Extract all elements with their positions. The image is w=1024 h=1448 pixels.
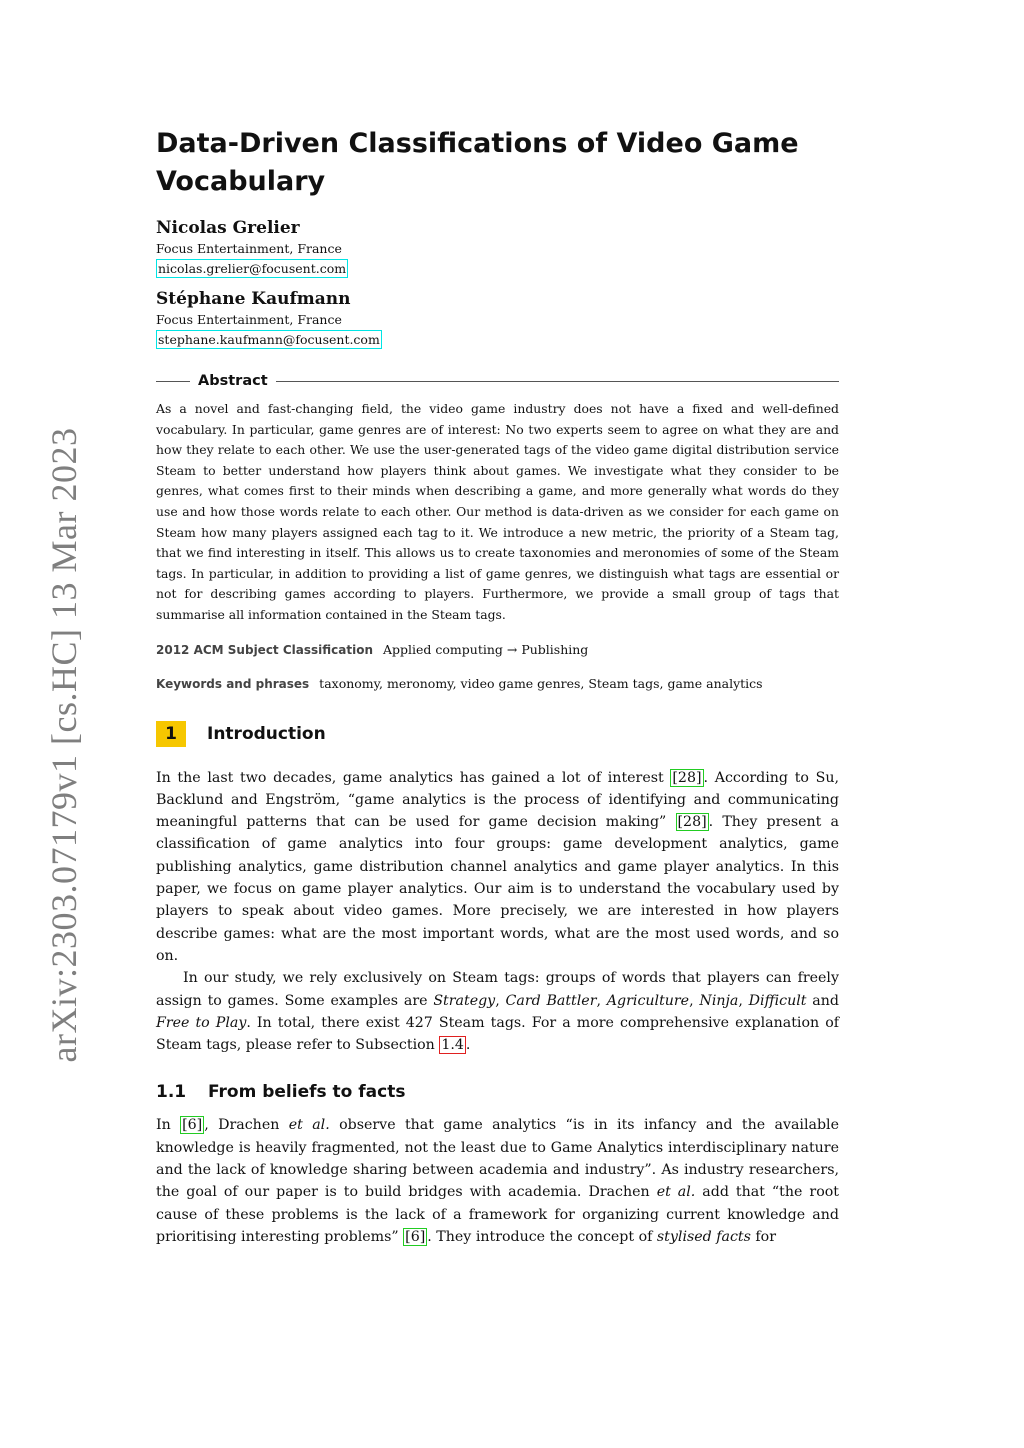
abstract-text: As a novel and fast-changing field, the video game industry does not have a fixed and well-defined vocabulary. In particular, game genres are of interest: No two experts seem to agree on what they are and how they relate to each other. We use the user-generated tags of the video game digital distribution service Steam to better understand how players think about games. We investigate what they consider to be genres, what comes first to their minds when describing a game, and more generally what words do they use and how those words relate to each other. Our method is data-driven as we consider for each game on Steam how many players assigned each tag to it. We introduce a new metric, the priority of a Steam tag, that we find interesting in itself. This allows us to create taxonomies and meronomies of some of the Steam tags. In particular, in addition to providing a list of game genres, we distinguish what tags are essential or not for describing games according to players. Furthermore, we provide a small group of tags that summarise all information contained in the Steam tags. <box>156 401 839 622</box>
italic-term: Strategy <box>433 992 496 1009</box>
text-run: . In total, there exist 427 Steam tags. For a more comprehensive explanation of Steam tags, please refer to Subsection <box>156 1014 839 1054</box>
text-run: add that “the root cause of these problems is the lack of a framework for organizing current knowledge and prioritising interesting problems” <box>156 1184 839 1245</box>
text-run: for <box>750 1228 776 1245</box>
rule-divider <box>156 381 190 382</box>
author-email-link[interactable]: stephane.kaufmann@focusent.com <box>158 332 380 347</box>
italic-term: Card Battler <box>505 992 597 1009</box>
text-run: , Drachen <box>204 1117 289 1134</box>
author-affiliation: Focus Entertainment, France <box>156 241 342 256</box>
citation-link[interactable]: [6] <box>182 1117 203 1134</box>
keywords-label: Keywords and phrases <box>156 676 310 691</box>
text-run: . <box>465 1037 471 1054</box>
section-heading <box>156 721 839 747</box>
arxiv-stamp: arXiv:2303.07179v1 [cs.HC] 13 Mar 2023 <box>44 427 84 1063</box>
citation-link[interactable]: [6] <box>405 1228 426 1245</box>
italic-term: et al. <box>288 1117 330 1134</box>
acm-classification <box>156 642 839 657</box>
author-block <box>156 288 839 349</box>
abstract-label: Abstract <box>198 373 268 389</box>
text-run: and <box>806 992 839 1009</box>
text-run: , <box>596 992 607 1009</box>
paragraph <box>156 967 839 1056</box>
subsection-number: 1.1 <box>156 1082 187 1103</box>
rule-divider <box>276 381 839 382</box>
text-run: observe that game analytics “is in its infancy and the available knowledge is heavily fragmented, not the least due to Game Analytics interdisciplinary nature and the lack of knowledge sharing between academia and industry”. As industry researchers, the goal of our paper is to build bridges with academia. Drachen <box>156 1117 839 1201</box>
text-run: In our study, we rely exclusively on Steam tags: groups of words that players can freely assign to games. Some examples are <box>156 970 839 1009</box>
italic-term: Agriculture <box>606 992 690 1009</box>
citation-link[interactable]: [28] <box>677 814 707 831</box>
author-name: Stéphane Kaufmann <box>156 289 351 309</box>
acm-value: Applied computing → Publishing <box>383 641 589 657</box>
subsection-title: From beliefs to facts <box>208 1082 406 1103</box>
subsection-link[interactable]: 1.4 <box>441 1037 464 1054</box>
italic-term: stylised facts <box>656 1228 751 1245</box>
paragraph <box>156 767 839 968</box>
section-number: 1 <box>156 721 186 747</box>
paper-page <box>156 125 839 1248</box>
italic-term: et al. <box>656 1184 696 1201</box>
abstract-header <box>156 373 839 389</box>
author-block <box>156 217 839 278</box>
acm-label: 2012 ACM Subject Classification <box>156 642 374 657</box>
italic-term: Ninja <box>699 992 739 1009</box>
text-run: . They present a classification of game analytics into four groups: game development analytics, game publishing analytics, game distribution channel analytics and game player analytics. In this paper, we focus on game player analytics. Our aim is to understand the vocabulary used by players to speak about video games. More precisely, we are interested in how players describe games: what are the most important words, what are the most used words, and so on. <box>156 814 839 964</box>
text-run: In the last two decades, game analytics has gained a lot of interest <box>156 769 671 786</box>
italic-term: Difficult <box>748 992 807 1009</box>
text-run: . According to Su, Backlund and Engström, “game analytics is the process of identifying and communicating meaningful patterns that can be used for game decision making” <box>156 769 839 831</box>
text-run: In <box>156 1117 181 1134</box>
text-run: , <box>689 992 700 1009</box>
italic-term: Free to Play <box>156 1014 247 1031</box>
author-affiliation: Focus Entertainment, France <box>156 312 342 327</box>
author-name: Nicolas Grelier <box>156 218 300 238</box>
text-run: , <box>495 992 506 1009</box>
paper-title: Data-Driven Classifications of Video Game Vocabulary <box>156 128 799 197</box>
section-title: Introduction <box>207 723 326 744</box>
text-run: , <box>738 992 749 1009</box>
text-run: . They introduce the concept of <box>427 1228 657 1245</box>
subsection-heading <box>156 1082 839 1102</box>
keywords <box>156 676 839 691</box>
paragraph <box>156 1114 839 1248</box>
citation-link[interactable]: [28] <box>672 769 702 786</box>
author-email-link[interactable]: nicolas.grelier@focusent.com <box>158 261 347 276</box>
keywords-value: taxonomy, meronomy, video game genres, Steam tags, game analytics <box>319 675 763 691</box>
